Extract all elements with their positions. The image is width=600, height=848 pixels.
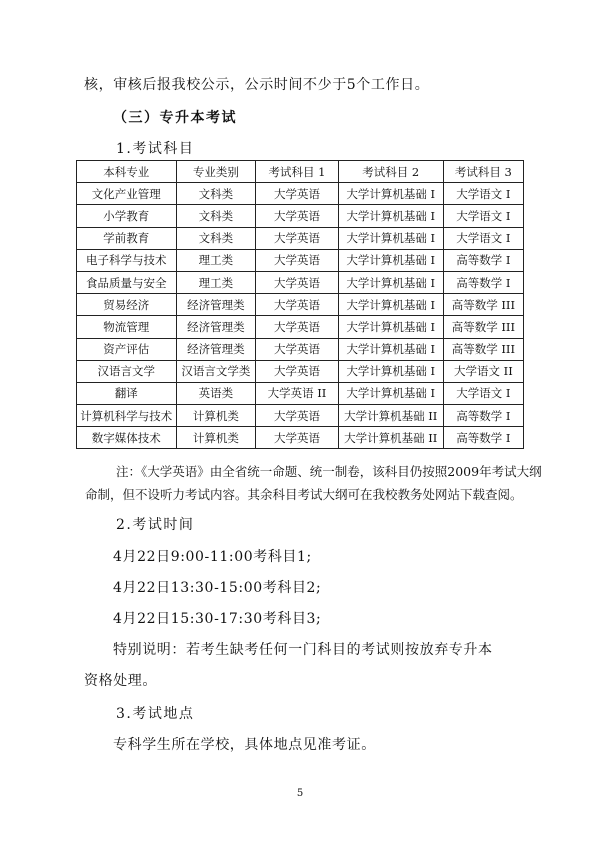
table-row — [77, 427, 524, 449]
table-cell: 英语类 — [176, 382, 256, 404]
table-cell: 大学英语 II — [256, 382, 338, 404]
table-header-cell: 考试科目 2 — [338, 161, 443, 183]
table-cell: 大学计算机基础 II — [338, 427, 443, 449]
table-cell: 大学计算机基础 I — [338, 382, 443, 404]
table-cell: 物流管理 — [77, 316, 177, 338]
table-row — [77, 227, 524, 249]
table-row — [77, 338, 524, 360]
table-row — [77, 294, 524, 316]
table-cell: 理工类 — [176, 249, 256, 271]
table-cell: 大学计算机基础 I — [338, 316, 443, 338]
table-cell: 大学计算机基础 I — [338, 360, 443, 382]
time-item: 4月22日9:00-11:00考科目1; — [113, 549, 312, 565]
table-cell: 大学计算机基础 I — [338, 227, 443, 249]
table-cell: 大学语文 I — [443, 183, 523, 205]
table-cell: 大学计算机基础 I — [338, 294, 443, 316]
table-cell: 高等数学 III — [443, 294, 523, 316]
table-cell: 高等数学 I — [443, 249, 523, 271]
table-cell: 翻译 — [77, 382, 177, 404]
time-heading: 2.考试时间 — [116, 517, 195, 533]
table-row — [77, 316, 524, 338]
table-cell: 汉语言文学类 — [176, 360, 256, 382]
table-cell: 经济管理类 — [176, 338, 256, 360]
table-cell: 大学语文 I — [443, 205, 523, 227]
table-cell: 高等数学 I — [443, 427, 523, 449]
table-cell: 大学英语 — [256, 249, 338, 271]
time-item: 4月22日15:30-17:30考科目3; — [113, 611, 322, 627]
table-cell: 大学英语 — [256, 338, 338, 360]
table-header-cell: 考试科目 3 — [443, 161, 523, 183]
location-text: 专科学生所在学校，具体地点见准考证。 — [113, 737, 376, 753]
table-cell: 高等数学 III — [443, 338, 523, 360]
time-item: 4月22日13:30-15:00考科目2; — [113, 580, 322, 596]
table-cell: 大学计算机基础 I — [338, 271, 443, 293]
table-header-cell: 专业类别 — [176, 161, 256, 183]
special-note-line-2: 资格处理。 — [84, 673, 157, 689]
table-cell: 文科类 — [176, 227, 256, 249]
table-row — [77, 183, 524, 205]
table-cell: 汉语言文学 — [77, 360, 177, 382]
table-cell: 计算机类 — [176, 405, 256, 427]
table-cell: 大学英语 — [256, 205, 338, 227]
section-title: （三）专升本考试 — [113, 110, 237, 126]
table-cell: 大学英语 — [256, 360, 338, 382]
table-row — [77, 249, 524, 271]
table-cell: 经济管理类 — [176, 294, 256, 316]
table-cell: 大学计算机基础 I — [338, 205, 443, 227]
intro-line: 核，审核后报我校公示，公示时间不少于5个工作日。 — [84, 77, 430, 93]
table-cell: 理工类 — [176, 271, 256, 293]
table-cell: 大学英语 — [256, 227, 338, 249]
table-row — [77, 271, 524, 293]
table-cell: 文科类 — [176, 183, 256, 205]
table-row — [77, 205, 524, 227]
table-cell: 大学语文 I — [443, 227, 523, 249]
table-header-cell: 本科专业 — [77, 161, 177, 183]
table-cell: 大学英语 — [256, 271, 338, 293]
table-row — [77, 382, 524, 404]
table-cell: 高等数学 I — [443, 271, 523, 293]
page-number: 5 — [296, 788, 304, 799]
table-cell: 大学计算机基础 I — [338, 183, 443, 205]
table-cell: 高等数学 III — [443, 316, 523, 338]
table-cell: 文化产业管理 — [77, 183, 177, 205]
table-cell: 大学计算机基础 I — [338, 338, 443, 360]
special-note-line-1: 特别说明：若考生缺考任何一门科目的考试则按放弃专升本 — [113, 642, 493, 658]
table-row — [77, 405, 524, 427]
table-cell: 数字媒体技术 — [77, 427, 177, 449]
table-cell: 经济管理类 — [176, 316, 256, 338]
subjects-heading: 1.考试科目 — [116, 141, 195, 157]
table-cell: 大学计算机基础 I — [338, 249, 443, 271]
table-cell: 文科类 — [176, 205, 256, 227]
table-cell: 大学英语 — [256, 405, 338, 427]
table-cell: 食品质量与安全 — [77, 271, 177, 293]
table-cell: 小学教育 — [77, 205, 177, 227]
table-note-line-2: 命制，但不设听力考试内容。其余科目考试大纲可在我校教务处网站下载查阅。 — [85, 487, 523, 502]
table-cell: 大学英语 — [256, 427, 338, 449]
table-cell: 大学英语 — [256, 294, 338, 316]
table-cell: 计算机类 — [176, 427, 256, 449]
table-note-line-1: 注：《大学英语》由全省统一命题、统一制卷，该科目仍按照2009年考试大纲 — [116, 464, 542, 479]
table-cell: 大学计算机基础 II — [338, 405, 443, 427]
table-cell: 计算机科学与技术 — [77, 405, 177, 427]
table-cell: 大学语文 II — [443, 360, 523, 382]
table-cell: 电子科学与技术 — [77, 249, 177, 271]
table-cell: 大学英语 — [256, 316, 338, 338]
table-cell: 大学语文 I — [443, 382, 523, 404]
table-cell: 资产评估 — [77, 338, 177, 360]
table-row — [77, 360, 524, 382]
table-header-cell: 考试科目 1 — [256, 161, 338, 183]
table-cell: 大学英语 — [256, 183, 338, 205]
table-cell: 学前教育 — [77, 227, 177, 249]
exam-subjects-table — [76, 160, 524, 449]
table-cell: 贸易经济 — [77, 294, 177, 316]
table-cell: 高等数学 I — [443, 405, 523, 427]
table-header-row — [77, 161, 524, 183]
location-heading: 3.考试地点 — [116, 706, 195, 722]
